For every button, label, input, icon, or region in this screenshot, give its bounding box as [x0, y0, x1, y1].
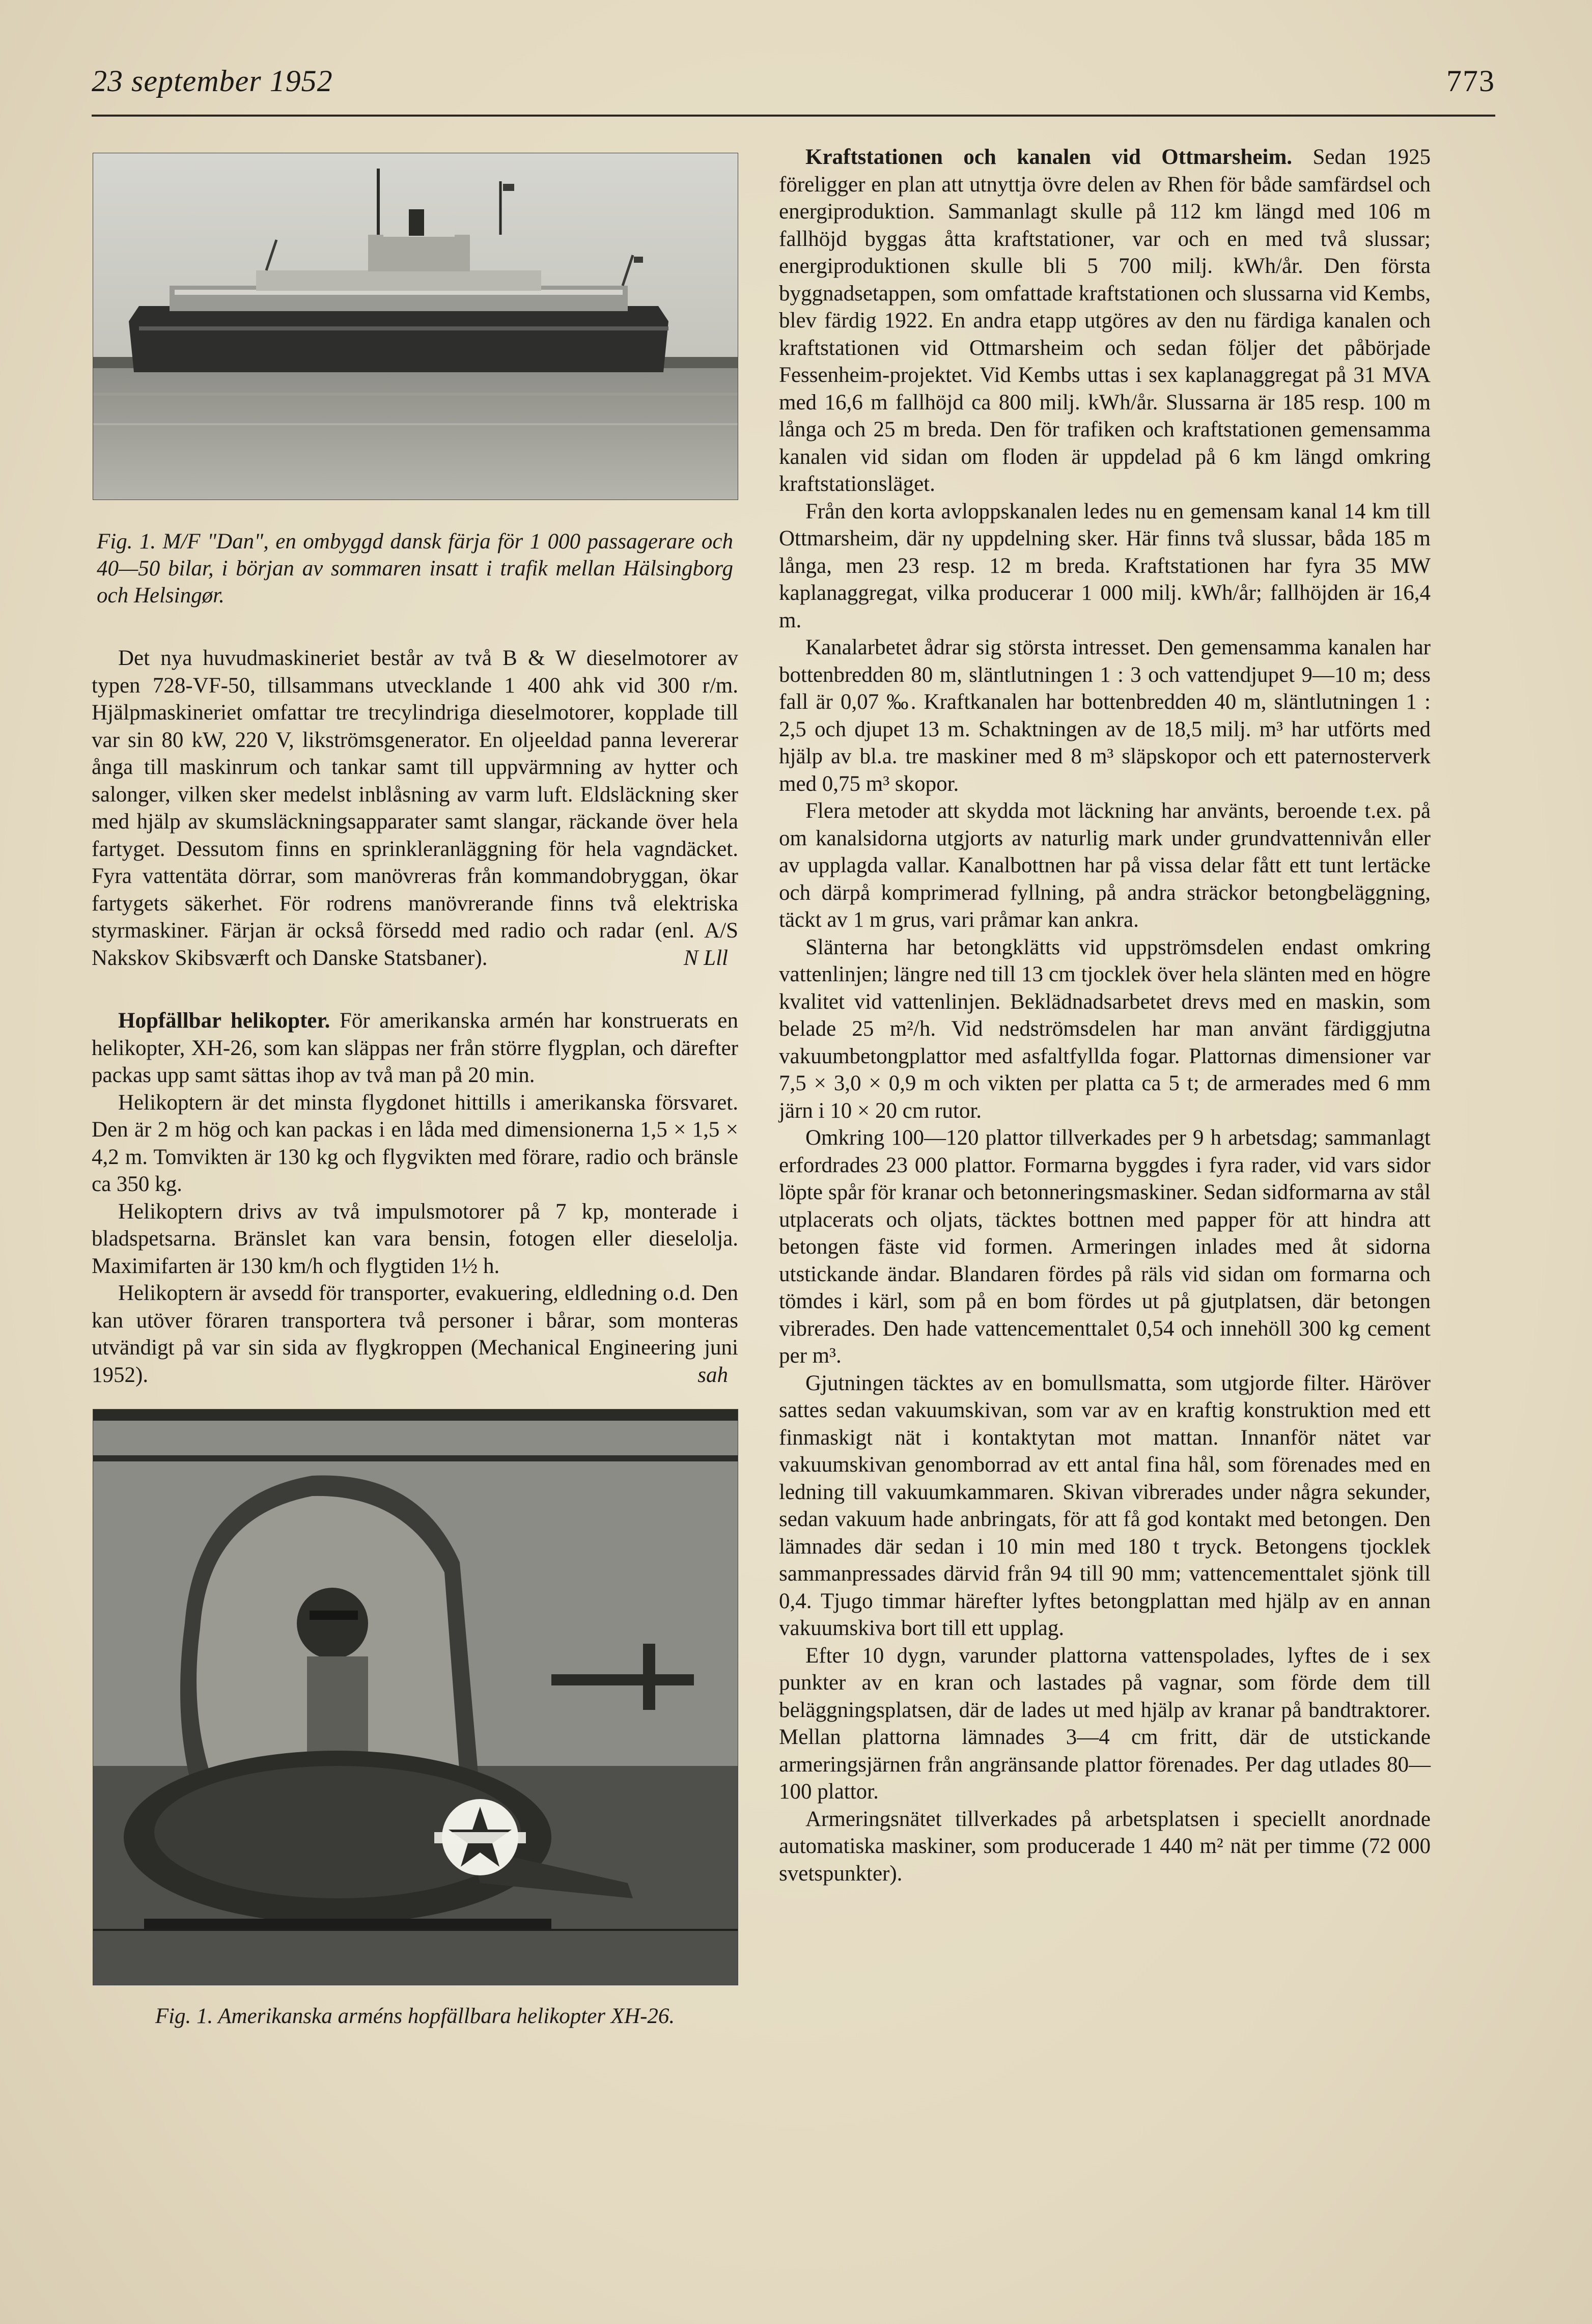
- ottmarsheim-paragraph-2: Från den korta avloppskanalen ledes nu en gemensam kanal 14 km till Ottmarsheim, där ny uppdelning sker. Här finns två slussar, båda 185 m långa, men 23 resp. 12 m breda. Kraftstationen har fyra 35 MW kaplanaggregat, vilka producerar 1 000 milj. kWh/år; fallhöjden är 16,4 m.: [779, 499, 1431, 632]
- helicopter-photo-graphic: [93, 1409, 738, 1985]
- ferry-paragraph-text: Det nya huvudmaskineriet består av två B & W dieselmotorer av typen 728-VF-50, tillsammans utvecklande 1 400 ahk vid 300 r/m. Hjälpmaskineriet omfattar tre trecylindriga dieselmotorer, kopplade till var sin 80 kW, 220 V, likströmsgenerator. En oljeeldad panna levererar ånga till maskinrum och tankar samt till uppvärmning av hytter och salonger, vilken sker medelst inblåsning av varm luft. Eldsläckning sker med hjälp av skumsläckningsapparater samt slangar, räckande över hela fartyget. Dessutom finns en sprinkleranläggning för hela vagndäcket. Fyra vattentäta dörrar, som manövreras från kommandobryggan, ökar fartygets säkerhet. För rodrens manövrerande finns två elektriska styrmaskiner. Färjan är också försedd med radio och radar (enl. A/S Nakskov Skibsværft och Danske Statsbaner).: [92, 646, 738, 970]
- helicopter-paragraph-1: [92, 1007, 738, 1089]
- ottmarsheim-paragraph-6: Omkring 100—120 plattor tillverkades per 9 h arbetsdag; sammanlagt erfordrades 23 000 plattor. Formarna byggdes i fyra rader, vid vars sidor löpte spår för kranar och betonneringsmaskiner. Sedan sidformarna av stål utplacerats och oljats, täcktes bottnen med papper för att hindra att betongen fäste vid formen. Armeringen inlades med åt sidorna utstickande ändar. Blandaren fördes på räls vid sidan om formarna och tömdes i kärl, som på en bom fördes ut på gjutplatsen, där betongen vibrerades. Den hade vattencementtalet 0,54 och innehöll 300 kg cement per m³.: [779, 1126, 1431, 1368]
- page-number: 773: [1446, 64, 1495, 98]
- ottmarsheim-paragraph-8: Efter 10 dygn, varunder plattorna vattenspolades, lyftes de i sex punkter av en kran och lastades på vagnar, som förde dem till beläggningsplatsen, där de lades ut med hjälp av kranar på bandtraktorer. Mellan plattorna lämnades 3—4 cm fritt, där de utstickande armeringsjärnen från angränsande plattor förenades. Per dag utlades 80—100 plattor.: [779, 1643, 1431, 1804]
- helicopter-caption: Fig. 1. Amerikanska arméns hopfällbara helikopter XH-26.: [155, 2004, 675, 2028]
- ottmarsheim-paragraph-9: Armeringsnätet tillverkades på arbetsplatsen i speciellt anordnade automatiska maskiner, som producerade 1 440 m² nät per timme (72 000 svetspunkter).: [779, 1807, 1431, 1886]
- ottmarsheim-paragraph-1: [779, 144, 1431, 498]
- helicopter-paragraph-2: Helikoptern är det minsta flygdonet hittills i amerikanska försvaret. Den är 2 m hög och kan packas i en låda med dimensionerna 1,5 × 1,5 × 4,2 m. Tomvikten är 130 kg och flygvikten med förare, radio och bränsle ca 350 kg.: [92, 1090, 738, 1196]
- helicopter-paragraph-4: [92, 1280, 738, 1389]
- ottmarsheim-paragraph-5: Slänterna har betongklätts vid uppströmsdelen endast omkring vattenlinjen; längre ned till 13 cm tjocklek över hela slänten med en högre kvalitet vid vattenlinjen. Beklädnadsarbetet drevs med en maskin, som belade 25 m²/h. Vid nedströmsdelen har man använt färdiggjutna vakuumbetongplattor med asfaltfyllda fogar. Plattornas dimensioner var 7,5 × 3,0 × 0,9 m och vikten per platta ca 5 t; de armerades med 6 mm järn i 10 × 20 cm rutor.: [779, 935, 1431, 1123]
- left-column: [92, 153, 738, 2030]
- right-column: [779, 144, 1431, 1887]
- ferry-caption: Fig. 1. M/F "Dan", en ombyggd dansk färja för 1 000 passagerare och 40—50 bilar, i början av sommaren insatt i trafik mellan Hälsingborg och Helsingør.: [97, 530, 733, 607]
- ferry-signature: N Lll: [683, 946, 728, 970]
- issue-date: 23 september 1952: [92, 64, 333, 98]
- ferry-paragraph: [92, 645, 738, 972]
- helicopter-paragraph-1-text: För amerikanska armén har konstruerats en helikopter, XH-26, som kan släppas ner från större flygplan, och därefter packas upp samt sättas ihop av två man på 20 min.: [92, 1009, 738, 1087]
- helicopter-signature: sah: [697, 1363, 728, 1387]
- ottmarsheim-paragraph-1-text: Sedan 1925 föreligger en plan att utnyttja övre delen av Rhen för både samfärdsel och energiproduktion. Sammanlagt skulle på 112 km längd med 106 m fallhöjd byggas åtta kraftstationer, var och en med två slussar; energiproduktionen skulle bli 5 700 milj. kWh/år. Den första byggnadsetappen, som omfattade kraftstationen och slussarna vid Kembs, blev färdig 1922. En andra etapp utgöres av den nu färdiga kanalen och kraftstationen vid Ottmarsheim och sedan följer det påbörjade Fessenheim-projektet. Vid Kembs uttas i sex kaplanaggregat på 31 MVA med 16,6 m fallhöjd ca 800 milj. kWh/år. Slussarna är 185 resp. 100 m långa och 25 m breda. Den för trafiken och kraftstationen gemensamma kanalen vid sidan om floden är uppdelad på 6 km längd omkring kraftstationsläget.: [779, 145, 1431, 496]
- helicopter-paragraph-4-text: Helikoptern är avsedd för transporter, evakuering, eldledning o.d. Den kan utöver föraren transportera två personer i bårar, som monteras utvändigt på var sin sida av flygkroppen (Mechanical Engineering juni 1952).: [92, 1281, 738, 1387]
- ottmarsheim-paragraph-7: Gjutningen täcktes av en bomullsmatta, som utgjorde filter. Häröver sattes sedan vakuumskivan, som var av en kraftig konstruktion med ett finmaskigt nät i kontaktytan mot mattan. Innanför nätet var vakuumskivan genomborrad av ett antal fina hål, som förenades med en ledning till vakuumkammaren. Skivan vibrerades under några sekunder, sedan vakuum hade anbringats, för att få god kontakt med betongen. Den lämnades där sedan i 10 min med 180 t tryck. Betongens tjocklek sammanpressades därvid från 94 till 90 mm; vattencementtalet sjönk till 0,4. Tjugo timmar härefter lyftes betongplattan med hjälp av en annan vakuumskiva bort till ett upplag.: [779, 1371, 1431, 1640]
- helicopter-paragraph-3: Helikoptern drivs av två impulsmotorer på 7 kp, monterade i bladspetsarna. Bränslet kan vara bensin, fotogen eller dieselolja. Maximifarten är 130 km/h och flygtiden 1½ h.: [92, 1199, 738, 1278]
- ferry-photo: [93, 153, 738, 500]
- ferry-photo-graphic: [93, 153, 738, 500]
- ottmarsheim-paragraph-4: Flera metoder att skydda mot läckning har använts, beroende t.ex. på om kanalsidorna utgjorts av naturlig mark under grundvattennivån eller av upplagda vallar. Kanalbottnen har på vissa delar fått ett tunt lertäcke och därpå komprimerad fyllning, på andra sträckor betongbeläggning, täckt av 1 m grus, vari pråmar kan ankra.: [779, 799, 1431, 932]
- ottmarsheim-heading: Kraftstationen och kanalen vid Ottmarsheim.: [805, 145, 1293, 169]
- helicopter-photo: [93, 1409, 738, 1985]
- helicopter-heading: Hopfällbar helikopter.: [118, 1009, 330, 1033]
- running-head: [92, 64, 1495, 117]
- ottmarsheim-paragraph-3: Kanalarbetet ådrar sig största intresset. Den gemensamma kanalen har bottenbredden 80 m, släntlutningen 1 : 3 och vattendjupet 9—10 m; dess fall är 0,07 ‰. Kraftkanalen har bottenbredden 40 m, släntlutningen 1 : 2,5 och djupet 13 m. Schaktningen av de 18,5 milj. m³ har utförts med hjälp av bl.a. tre maskiner med 8 m³ släpskopor och ett paternosterverk med 0,75 m³ skopor.: [779, 635, 1431, 796]
